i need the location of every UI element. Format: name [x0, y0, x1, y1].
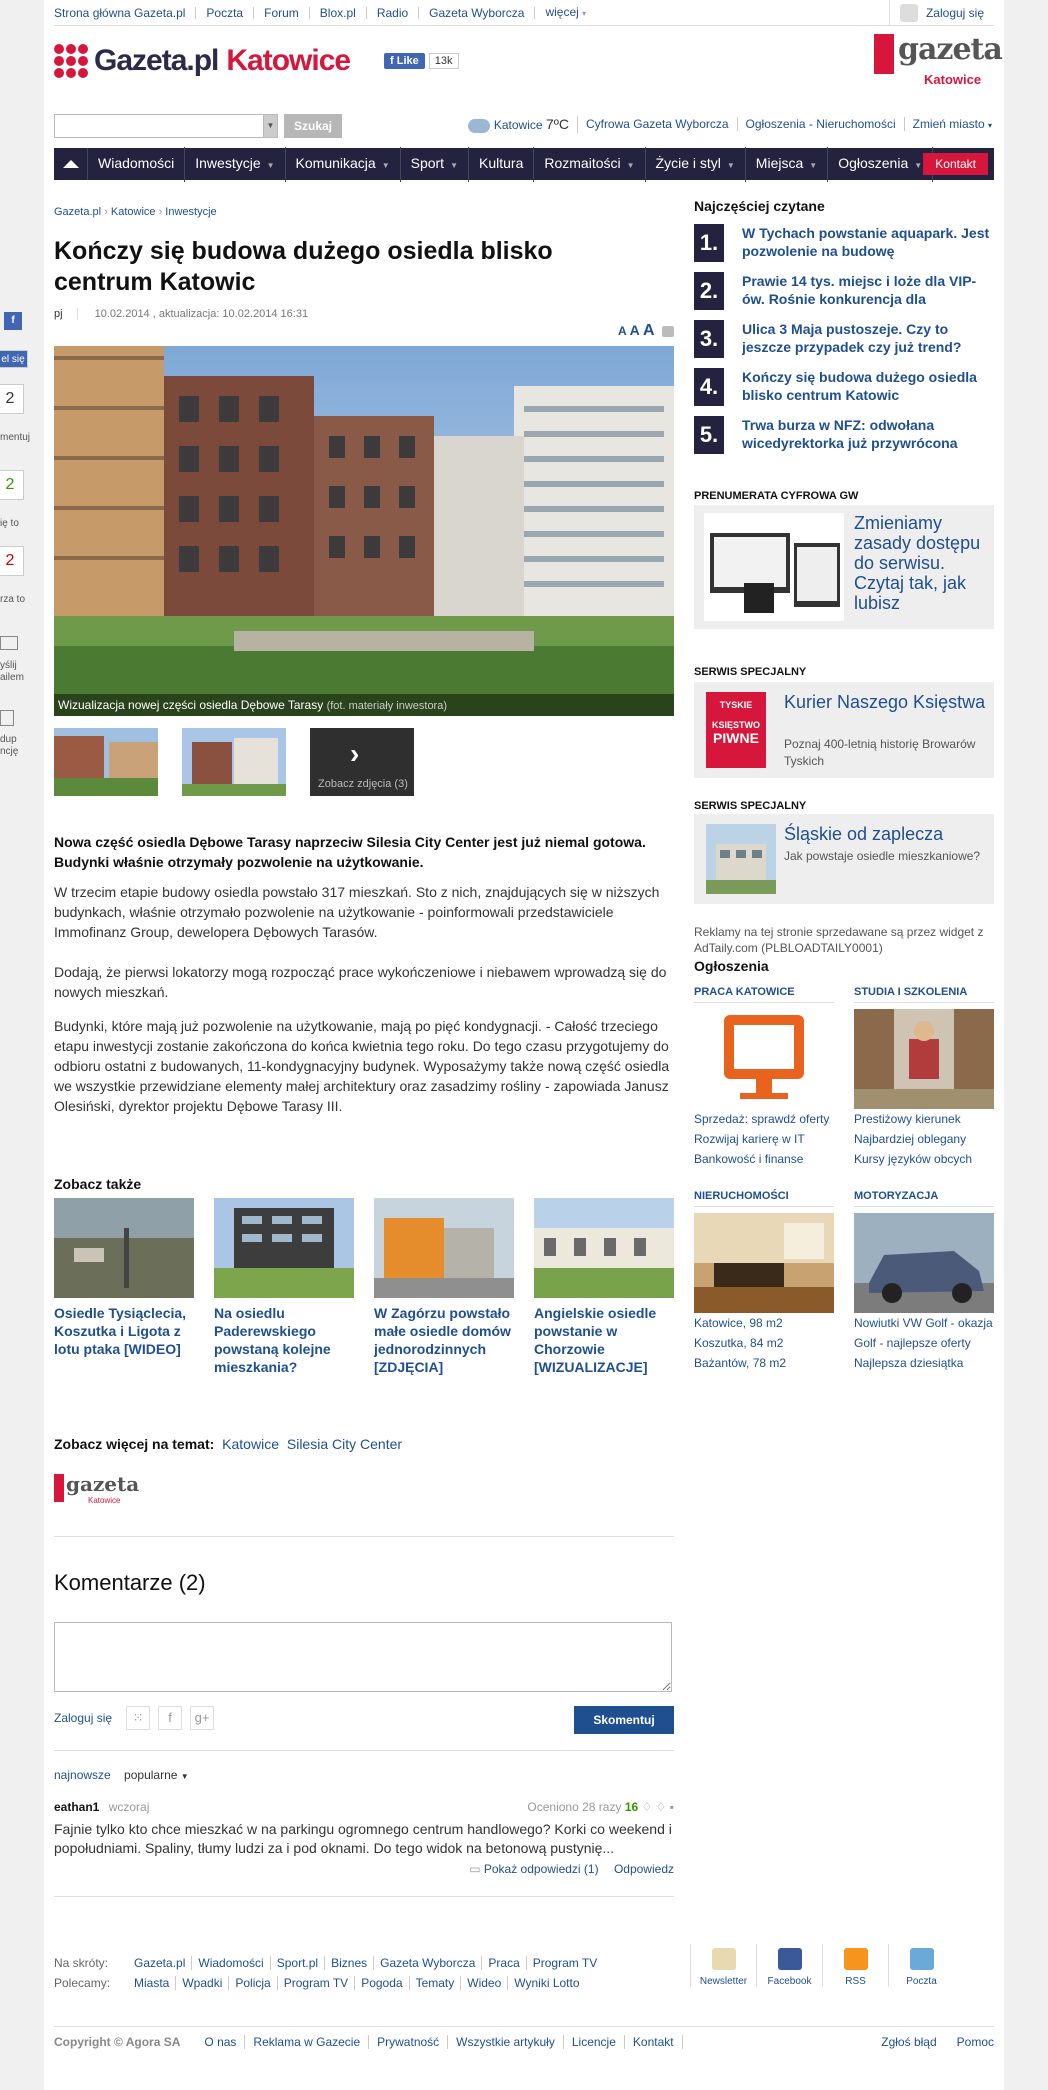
- search-dropdown-arrow[interactable]: ▼: [264, 114, 278, 138]
- gazeta-small-logo: gazeta Katowice: [54, 1474, 134, 1510]
- nav-item[interactable]: Komunikacja ▼: [286, 147, 401, 182]
- most-read-rank: 1.: [694, 224, 724, 262]
- search-button[interactable]: Szukaj: [284, 114, 342, 138]
- most-read-item[interactable]: [694, 368, 994, 406]
- logo-dots-icon: [54, 44, 88, 78]
- cloud-rain-icon: [468, 119, 490, 133]
- ad-column-nieruchomosci: NIERUCHOMOŚCI Katowice, 98 m2 Koszutka, 84 m2 Bażantów, 78 m2: [694, 1190, 834, 1373]
- facebook-like[interactable]: [384, 53, 459, 69]
- facebook-icon: [778, 1948, 802, 1970]
- rss-icon: [844, 1948, 868, 1970]
- weather-widget[interactable]: Katowice 7ºC: [460, 116, 578, 133]
- see-also-item[interactable]: Angielskie osiedle powstanie w Chorzowie [WIZUALIZACJE]: [534, 1198, 674, 1376]
- report-error-link[interactable]: Zgłoś błąd: [881, 2035, 937, 2049]
- article-date: 10.02.2014 , aktualizacja: 10.02.2014 16:31: [94, 308, 309, 320]
- topbar-link-mail[interactable]: Poczta: [196, 7, 254, 19]
- see-also-list: [54, 1198, 694, 1376]
- newsletter-link[interactable]: Newsletter: [690, 1944, 756, 1987]
- mail-icon[interactable]: [0, 636, 18, 650]
- mail-label[interactable]: yślij ailem: [0, 660, 24, 683]
- special-label: SERWIS SPECJALNY: [694, 800, 807, 812]
- chevron-down-icon: ▾: [987, 121, 992, 131]
- comment-text: Fajnie tylko kto chce mieszkać w na parkingu ogromnego centrum handlowego? Korki co weekend i popołudniami. Spaliny, tłumy ludzi za i pod oknami. Do tego widok na betonową pustynię...: [54, 1821, 672, 1856]
- facebook-icon: f: [390, 55, 397, 67]
- breadcrumb-inwestycje[interactable]: Inwestycje: [165, 206, 217, 218]
- comment-submit-button[interactable]: Skomentuj: [574, 1706, 674, 1734]
- chevron-down-icon: ▼: [626, 160, 635, 170]
- chevron-down-icon: ▼: [381, 160, 390, 170]
- comment-label[interactable]: mentuj: [0, 432, 31, 443]
- nav-item[interactable]: Rozmaitości ▼: [534, 147, 645, 182]
- ad-column-praca: PRACA KATOWICE Sprzedaż: sprawdź oferty Rozwijaj karierę w IT Bankowość i finanse: [694, 986, 834, 1169]
- studia-image[interactable]: [854, 1009, 994, 1109]
- promo-text[interactable]: Zmieniamy zasady dostępu do serwisu. Czytaj tak, jak lubisz: [854, 513, 981, 613]
- article-meta: [54, 308, 308, 320]
- comment-login-row: [54, 1706, 214, 1730]
- print-icon[interactable]: [662, 326, 674, 337]
- thumb-up-icon[interactable]: ♢: [641, 1800, 653, 1814]
- see-also-item[interactable]: W Zagórzu powstało małe osiedle domów jednorodzinnych [ZDJĘCIA]: [374, 1198, 514, 1376]
- sort-popular[interactable]: popularne ▼: [124, 1768, 189, 1782]
- adtaily-notice: Reklamy na tej stronie sprzedawane są przez widget z AdTaily.com (PLBLOADTAILY0001): [694, 925, 984, 955]
- gallery-thumb-1[interactable]: [54, 728, 158, 796]
- facebook-link[interactable]: Facebook: [756, 1944, 822, 1987]
- chevron-down-icon: ▼: [266, 160, 275, 170]
- comment-date: wczoraj: [108, 1800, 150, 1814]
- article-lead: Nowa część osiedla Dębowe Tarasy naprzeciw Silesia City Center jest już niemal gotowa. Budynki właśnie otrzymały pozwolenie na użytkowanie.: [54, 834, 646, 870]
- user-avatar-icon: [900, 4, 918, 22]
- speech-bubble-icon: ▭: [469, 1862, 481, 1876]
- gazeta-login-icon[interactable]: ⁙: [126, 1706, 150, 1730]
- search-form: [54, 114, 342, 138]
- footer-bottom: Copyright © Agora SA O nas Reklama w Gazecie Prywatność Wszystkie artykuły Licencje Kontakt Zgłoś błąd Pomoc: [54, 2026, 994, 2049]
- fb-like-button[interactable]: f Like: [384, 53, 425, 69]
- chevron-down-icon: ▼: [726, 160, 735, 170]
- mail-icon: [910, 1948, 934, 1970]
- monitor-icon[interactable]: [694, 1009, 834, 1109]
- most-read-title[interactable]: Prawie 14 tys. miejsc i loże dla VIP-ów. Rośnie konkurencja dla: [742, 273, 977, 307]
- copyright: Copyright © Agora SA: [54, 2035, 181, 2049]
- reply-link[interactable]: Odpowiedz: [613, 1862, 674, 1876]
- footer-icons: [690, 1944, 954, 1987]
- special-desc: Jak powstaje osiedle mieszkaniowe?: [784, 849, 981, 863]
- see-also-item[interactable]: Osiedle Tysiąclecia, Koszutka i Ligota z lotu ptaka [WIDEO]: [54, 1198, 194, 1376]
- nav-item[interactable]: Sport ▼: [401, 147, 469, 182]
- top-bar: [54, 0, 994, 26]
- gallery-thumb-2[interactable]: [182, 728, 286, 796]
- font-size-controls: [618, 322, 674, 340]
- collection-icon[interactable]: [0, 710, 14, 726]
- facebook-icon[interactable]: f: [4, 312, 22, 330]
- special-title[interactable]: Śląskie od zaplecza: [784, 824, 944, 844]
- envelope-icon: [712, 1948, 736, 1970]
- chevron-down-icon: ▼: [914, 160, 923, 170]
- most-read-rank: 5.: [694, 416, 724, 454]
- article-photo[interactable]: [54, 346, 674, 716]
- nav-item[interactable]: Inwestycje ▼: [185, 147, 285, 182]
- most-read-title[interactable]: W Tychach powstanie aquapark. Jest pozwolenie na budowę: [742, 225, 990, 259]
- utility-bar: [460, 116, 992, 133]
- chevron-down-icon: ▼: [180, 1772, 189, 1781]
- photo-caption: Wizualizacja nowej części osiedla Dębowe Tarasy (fot. materiały inwestora): [54, 694, 674, 716]
- dislike-label[interactable]: rza to: [0, 594, 26, 605]
- topbar-link-more[interactable]: więcej ▾: [545, 4, 587, 19]
- chevron-down-icon: ▾: [582, 8, 587, 18]
- rss-link[interactable]: RSS: [822, 1944, 888, 1987]
- most-read-title[interactable]: Trwa burza w NFZ: odwołana wicedyrektorka już przywrócona: [742, 417, 958, 451]
- fb-like-count: 13k: [429, 53, 459, 69]
- article-paragraph: W trzecim etapie budowy osiedla powstało 317 mieszkań. Sto z nich, znajdujących się w niższych budynkach, właśnie otrzymało pozwolenie na użytkowanie - poinformowali przedstawiciele Immofinanz Group, dewelopera Dębowych Tarasów.: [54, 884, 660, 940]
- link-cyfrowa[interactable]: Cyfrowa Gazeta Wyborcza: [578, 117, 738, 131]
- most-read-rank: 4.: [694, 368, 724, 406]
- contact-button[interactable]: Kontakt: [923, 153, 988, 175]
- search-input[interactable]: [54, 114, 264, 138]
- see-also-item[interactable]: Na osiedlu Paderewskiego powstaną kolejne mieszkania?: [214, 1198, 354, 1376]
- special-label: SERWIS SPECJALNY: [694, 666, 807, 678]
- most-read-title[interactable]: Kończy się budowa dużego osiedla blisko centrum Katowic: [742, 369, 977, 403]
- mail-link[interactable]: Poczta: [888, 1944, 954, 1987]
- nav-item[interactable]: Ogłoszenia ▼: [828, 147, 933, 182]
- link-change-city[interactable]: Zmień miasto ▾: [912, 117, 992, 132]
- nav-item[interactable]: Kultura: [469, 147, 534, 182]
- article-paragraph: Budynki, które mają już pozwolenie na użytkowanie, mają po pięć kondygnacji. - Całość trzeciego etapu inwestycji zostanie zakończona do końca kwietnia tego roku. Do tego czasu przygotujemy do odbioru ostatni z budowanych, 11-kondygnacyjny budynek. Wyposażymy także nową część osiedla we wszystkie przewidziane elementy małej architektury oraz zasadzimy rośliny - zapowiada Janusz Olesiński, dyrektor projektu Dębowe Tarasy III.: [54, 1018, 670, 1114]
- comment-rating: Oceniono 28 razy 16 ♢ ♢ ▪: [527, 1800, 674, 1814]
- comment-user[interactable]: eathan1: [54, 1800, 100, 1814]
- special-title[interactable]: Kurier Naszego Księstwa: [784, 692, 986, 712]
- thumb-down-icon[interactable]: ♢: [655, 1800, 667, 1814]
- gazeta-brand-logo[interactable]: gazeta Katowice: [874, 34, 992, 90]
- like-count: 2: [0, 470, 24, 500]
- comment-textarea[interactable]: [54, 1622, 672, 1692]
- promo-box[interactable]: [694, 505, 994, 629]
- link-ogloszenia[interactable]: Ogłoszenia - Nieruchomości: [738, 117, 905, 131]
- font-large-button[interactable]: A: [643, 322, 655, 339]
- breadcrumb-gazeta[interactable]: Gazeta.pl: [54, 206, 102, 218]
- breadcrumb: Gazeta.pl › Katowice › Inwestycje: [54, 206, 217, 218]
- collection-label[interactable]: dup ncję: [0, 734, 19, 757]
- show-replies-link[interactable]: Pokaż odpowiedzi (1): [483, 1862, 599, 1876]
- most-read-item[interactable]: [694, 416, 994, 454]
- comment-actions: [54, 1862, 674, 1876]
- ads-heading: Ogłoszenia: [694, 958, 769, 974]
- footer-recommend: Polecamy: Miasta Wpadki Policja Program TV Pogoda Tematy Wideo Wyniki Lotto: [54, 1976, 580, 1990]
- divider: [54, 1896, 674, 1897]
- ad-column-motoryzacja: MOTORYZACJA Nowiutki VW Golf - okazja Golf - najlepsze oferty Najlepsza dziesiątka: [854, 1190, 993, 1370]
- comment-count: 2: [0, 384, 24, 414]
- see-also-heading: Zobacz także: [54, 1176, 142, 1192]
- topbar-link-wyborcza[interactable]: Gazeta Wyborcza: [419, 7, 535, 19]
- chevron-right-icon: ›: [350, 738, 360, 769]
- like-label[interactable]: ię to: [0, 518, 19, 529]
- most-read-rank: 3.: [694, 320, 724, 358]
- site-logo[interactable]: [54, 44, 350, 78]
- comment-sort: [54, 1768, 189, 1782]
- topic-link[interactable]: Silesia City Center: [286, 1436, 403, 1452]
- divider: [54, 1536, 674, 1537]
- nav-item[interactable]: Miejsca ▼: [746, 147, 828, 182]
- nav-item[interactable]: Wiadomości: [88, 147, 185, 182]
- nieruchomosci-image[interactable]: [694, 1213, 834, 1313]
- most-read-list: [694, 224, 994, 464]
- font-medium-button[interactable]: A: [629, 322, 640, 338]
- main-nav: [54, 148, 994, 180]
- special-box-kurier[interactable]: [694, 682, 994, 778]
- special-desc: Poznaj 400-letnią historię Browarów Tyskich: [784, 737, 976, 768]
- topbar-link-blox[interactable]: Blox.pl: [310, 7, 367, 19]
- ad-column-studia: STUDIA I SZKOLENIA Prestiżowy kierunek Najbardziej oblegany Kursy języków obcych: [854, 986, 994, 1169]
- topic-link[interactable]: Katowice: [222, 1436, 279, 1452]
- divider: [54, 1750, 674, 1751]
- help-link[interactable]: Pomoc: [956, 2035, 994, 2049]
- topbar-link-forum[interactable]: Forum: [254, 7, 310, 19]
- most-read-item[interactable]: [694, 272, 994, 310]
- topbar-link-home[interactable]: Strona główna Gazeta.pl: [54, 7, 196, 19]
- most-read-item[interactable]: [694, 224, 994, 262]
- topbar-link-radio[interactable]: Radio: [367, 7, 419, 19]
- font-small-button[interactable]: A: [618, 324, 627, 338]
- car-image[interactable]: [854, 1213, 994, 1313]
- most-read-rank: 2.: [694, 272, 724, 310]
- trash-icon[interactable]: ▪: [669, 1800, 674, 1814]
- login-link[interactable]: Zaloguj się: [889, 0, 994, 26]
- comment-login-link[interactable]: Zaloguj się: [54, 1711, 113, 1725]
- home-icon[interactable]: [54, 148, 88, 180]
- most-read-title[interactable]: Ulica 3 Maja pustoszeje. Czy to jeszcze przypadek czy już trend?: [742, 321, 962, 355]
- footer-shortcuts: Na skróty: Gazeta.pl Wiadomości Sport.pl Biznes Gazeta Wyborcza Praca Program TV: [54, 1956, 598, 1970]
- comments-heading: Komentarze (2): [54, 1570, 206, 1595]
- breadcrumb-katowice[interactable]: Katowice: [110, 206, 156, 218]
- chevron-down-icon: ▼: [809, 160, 818, 170]
- dislike-count: 2: [0, 546, 24, 576]
- share-button[interactable]: el się: [0, 350, 28, 368]
- logo-city: Katowice: [226, 44, 351, 77]
- promo-label: PRENUMERATA CYFROWA GW: [694, 490, 859, 502]
- gallery-thumbnails: [54, 728, 414, 796]
- google-plus-icon[interactable]: g+: [190, 1706, 214, 1730]
- most-read-item[interactable]: [694, 320, 994, 358]
- kurier-badge: TYSKIE KSIĘSTWO PIWNE: [706, 692, 766, 768]
- topics-row: Zobacz więcej na temat: Katowice Silesia City Center: [54, 1436, 403, 1452]
- article-paragraph: Dodają, że pierwsi lokatorzy mogą rozpocząć prace wykończeniowe i niebawem wprowadzą się do nowych mieszkań.: [54, 964, 667, 1000]
- article-author: pj: [54, 308, 78, 320]
- nav-item[interactable]: Życie i styl ▼: [646, 147, 746, 182]
- article-title: Kończy się budowa dużego osiedla blisko centrum Katowic: [54, 237, 553, 296]
- gallery-more-button[interactable]: › Zobacz zdjęcia (3): [310, 728, 414, 796]
- most-read-heading: Najczęściej czytane: [694, 198, 825, 214]
- facebook-login-icon[interactable]: f: [158, 1706, 182, 1730]
- special-box-slaskie[interactable]: [694, 814, 994, 904]
- chevron-down-icon: ▼: [450, 160, 458, 170]
- comment-item: [54, 1800, 674, 1876]
- sort-newest[interactable]: najnowsze: [54, 1768, 111, 1782]
- logo-main: Gazeta.pl: [94, 44, 219, 77]
